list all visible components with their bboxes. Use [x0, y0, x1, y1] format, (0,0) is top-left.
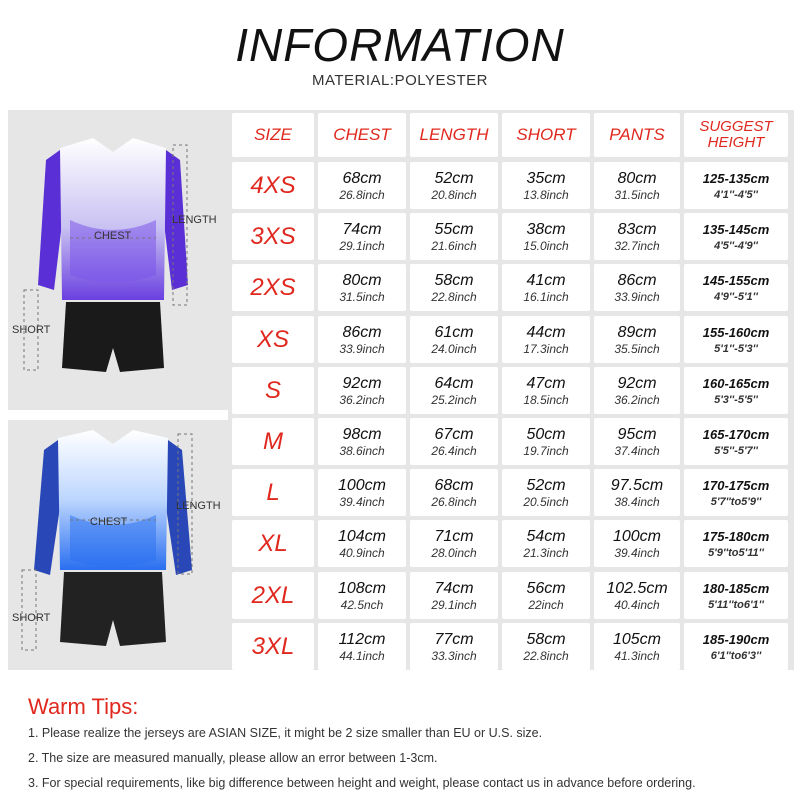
pants-cell: [594, 418, 680, 465]
chest-cm-value: 92cm: [342, 374, 382, 392]
length-cell: [410, 418, 498, 465]
pants-cm-value: 105cm: [612, 630, 662, 648]
short-inch-value: 22.8inch: [523, 648, 569, 663]
length-inch-value: 22.8inch: [431, 289, 477, 304]
chest-label: CHEST: [94, 230, 132, 242]
header-label: HEIGHT: [707, 134, 765, 151]
short-inch-value: 20.5inch: [523, 494, 569, 509]
chest-cell: [318, 418, 406, 465]
length-cm-value: 74cm: [434, 579, 474, 597]
height-inch-value: 5'5''-5'7'': [714, 444, 758, 457]
pants-cell: [594, 316, 680, 363]
chest-inch-value: 42.5nch: [340, 597, 384, 612]
pants-inch-value: 37.4inch: [614, 443, 660, 458]
length-cm-value: 71cm: [434, 527, 474, 545]
short-cm-value: 56cm: [526, 579, 566, 597]
height-inch-value: 5'1''-5'3'': [714, 342, 758, 355]
height-cm-value: 125-135cm: [702, 170, 770, 186]
short-cm-value: 41cm: [526, 271, 566, 289]
short-inch-value: 22inch: [528, 597, 564, 612]
chest-inch-value: 29.1inch: [339, 238, 385, 253]
chest-cell: [318, 572, 406, 619]
length-label: LENGTH: [176, 500, 221, 512]
header-label: SHORT: [516, 125, 576, 144]
pants-cell: [594, 623, 680, 670]
length-cell: [410, 162, 498, 209]
pants-cell: [594, 367, 680, 414]
size-cell: [232, 572, 314, 619]
chest-inch-value: 39.4inch: [339, 494, 385, 509]
short-cell: [502, 469, 590, 516]
short-cell: [502, 213, 590, 260]
chest-cm-value: 100cm: [337, 476, 387, 494]
size-cell: [232, 520, 314, 567]
pants-inch-value: 41.3inch: [614, 648, 660, 663]
chest-cm-value: 86cm: [342, 323, 382, 341]
chest-inch-value: 40.9inch: [339, 545, 385, 560]
short-inch-value: 15.0inch: [523, 238, 569, 253]
header-label: PANTS: [609, 125, 665, 144]
chest-cm-value: 68cm: [342, 169, 382, 187]
pants-cm-value: 80cm: [617, 169, 657, 187]
short-cm-value: 52cm: [526, 476, 566, 494]
height-cell: [684, 316, 788, 363]
short-cm-value: 38cm: [526, 220, 566, 238]
length-cm-value: 67cm: [434, 425, 474, 443]
short-inch-value: 19.7inch: [523, 443, 569, 458]
height-cell: [684, 367, 788, 414]
length-inch-value: 25.2inch: [431, 392, 477, 407]
pants-cell: [594, 572, 680, 619]
height-cell: [684, 162, 788, 209]
page-title: INFORMATION: [235, 19, 565, 71]
chest-label: CHEST: [90, 516, 128, 528]
length-inch-value: 29.1inch: [431, 597, 477, 612]
chest-cell: [318, 316, 406, 363]
size-label: L: [266, 478, 280, 506]
header-label: LENGTH: [419, 125, 489, 144]
length-inch-value: 26.4inch: [431, 443, 477, 458]
length-cm-value: 55cm: [434, 220, 474, 238]
height-cm-value: 185-190cm: [702, 631, 770, 647]
length-inch-value: 24.0inch: [431, 341, 477, 356]
pants-cm-value: 97.5cm: [610, 476, 664, 494]
height-cell: [684, 520, 788, 567]
page-subtitle: MATERIAL:POLYESTER: [312, 72, 488, 89]
chest-cell: [318, 367, 406, 414]
height-cell: [684, 572, 788, 619]
chest-cm-value: 112cm: [338, 630, 386, 648]
height-inch-value: 6'1''to6'3'': [710, 649, 762, 662]
size-cell: [232, 469, 314, 516]
length-cell: [410, 520, 498, 567]
short-cell: [502, 367, 590, 414]
warm-tips-title: Warm Tips:: [28, 694, 139, 719]
short-cm-value: 44cm: [526, 323, 566, 341]
size-label: 2XL: [251, 581, 295, 609]
pants-inch-value: 32.7inch: [614, 238, 660, 253]
pants-cm-value: 102.5cm: [606, 579, 668, 597]
short-inch-value: 18.5inch: [523, 392, 569, 407]
header-label: CHEST: [333, 125, 391, 144]
height-cm-value: 155-160cm: [702, 324, 770, 340]
short-cell: [502, 572, 590, 619]
chest-cm-value: 104cm: [337, 527, 387, 545]
size-cell: [232, 213, 314, 260]
pants-inch-value: 36.2inch: [614, 392, 660, 407]
height-cell: [684, 418, 788, 465]
tip-item: 2. The size are measured manually, please allow an error between 1-3cm.: [28, 751, 438, 765]
pants-inch-value: 40.4inch: [614, 597, 660, 612]
size-cell: [232, 623, 314, 670]
height-cm-value: 165-170cm: [702, 426, 770, 442]
height-inch-value: 4'1''-4'5'': [714, 188, 758, 201]
pants-inch-value: 31.5inch: [614, 187, 660, 202]
pants-cell: [594, 520, 680, 567]
goalkeeper-kit-illustration-bottom: [8, 420, 228, 670]
chest-inch-value: 33.9inch: [339, 341, 385, 356]
height-cm-value: 180-185cm: [702, 580, 770, 596]
pants-cm-value: 86cm: [617, 271, 657, 289]
tip-item: 1. Please realize the jerseys are ASIAN SIZE, it might be 2 size smaller than EU or U.S. size.: [28, 726, 543, 740]
short-cm-value: 54cm: [526, 527, 566, 545]
header-cell: [594, 113, 680, 157]
header-cell: [684, 113, 788, 157]
length-cm-value: 64cm: [434, 374, 474, 392]
short-cell: [502, 520, 590, 567]
size-cell: [232, 418, 314, 465]
height-cell: [684, 623, 788, 670]
height-cm-value: 175-180cm: [702, 528, 770, 544]
short-inch-value: 16.1inch: [523, 289, 569, 304]
height-cm-value: 145-155cm: [702, 272, 770, 288]
tip-item: 3. For special requirements, like big difference between height and weight, please contact us in advance before ordering.: [28, 776, 696, 790]
short-cm-value: 35cm: [526, 169, 566, 187]
short-cell: [502, 264, 590, 311]
height-cell: [684, 469, 788, 516]
length-cell: [410, 213, 498, 260]
short-label: SHORT: [12, 612, 51, 624]
size-label: 2XS: [250, 273, 296, 301]
chest-cm-value: 74cm: [342, 220, 382, 238]
size-label: S: [264, 376, 281, 404]
chest-cell: [318, 213, 406, 260]
height-inch-value: 4'9''-5'1'': [714, 290, 758, 303]
length-cell: [410, 367, 498, 414]
length-cm-value: 68cm: [434, 476, 474, 494]
size-cell: [232, 162, 314, 209]
length-cm-value: 61cm: [434, 323, 474, 341]
chest-cell: [318, 469, 406, 516]
length-cell: [410, 572, 498, 619]
figure-panel-top: [8, 110, 228, 410]
short-cell: [502, 162, 590, 209]
height-cm-value: 160-165cm: [702, 375, 770, 391]
short-inch-value: 21.3inch: [523, 545, 569, 560]
pants-inch-value: 35.5inch: [614, 341, 660, 356]
length-cell: [410, 264, 498, 311]
chest-inch-value: 26.8inch: [339, 187, 385, 202]
short-inch-value: 13.8inch: [523, 187, 569, 202]
chest-cell: [318, 162, 406, 209]
pants-cm-value: 89cm: [617, 323, 657, 341]
short-cm-value: 58cm: [526, 630, 566, 648]
goalkeeper-kit-illustration-top: [8, 110, 228, 410]
short-cm-value: 47cm: [526, 374, 566, 392]
length-cm-value: 77cm: [434, 630, 474, 648]
chest-cm-value: 98cm: [342, 425, 382, 443]
height-cm-value: 135-145cm: [702, 221, 770, 237]
size-label: XL: [258, 529, 288, 557]
length-inch-value: 33.3inch: [431, 648, 477, 663]
length-inch-value: 26.8inch: [431, 494, 477, 509]
length-cm-value: 52cm: [434, 169, 474, 187]
chest-inch-value: 44.1inch: [339, 648, 385, 663]
size-label: M: [263, 427, 283, 455]
header-cell: [318, 113, 406, 157]
pants-inch-value: 38.4inch: [614, 494, 660, 509]
short-label: SHORT: [12, 324, 51, 336]
pants-cm-value: 92cm: [617, 374, 657, 392]
chest-cm-value: 80cm: [342, 271, 382, 289]
header-cell: [502, 113, 590, 157]
size-cell: [232, 367, 314, 414]
pants-cm-value: 95cm: [617, 425, 657, 443]
height-cm-value: 170-175cm: [702, 477, 770, 493]
pants-inch-value: 33.9inch: [614, 289, 660, 304]
chest-cell: [318, 520, 406, 567]
pants-cell: [594, 162, 680, 209]
length-label: LENGTH: [172, 214, 217, 226]
length-cell: [410, 623, 498, 670]
height-cell: [684, 264, 788, 311]
height-inch-value: 4'5''-4'9'': [714, 239, 758, 252]
height-inch-value: 5'3''-5'5'': [714, 393, 758, 406]
height-inch-value: 5'9''to5'11'': [708, 546, 764, 559]
header-label: SIZE: [254, 125, 292, 144]
size-label: XS: [256, 325, 289, 353]
pants-cell: [594, 213, 680, 260]
figure-panel-bottom: [8, 420, 228, 670]
height-cell: [684, 213, 788, 260]
size-label: 4XS: [250, 171, 296, 199]
length-cell: [410, 469, 498, 516]
size-cell: [232, 264, 314, 311]
chest-inch-value: 31.5inch: [339, 289, 385, 304]
header-cell: [232, 113, 314, 157]
chest-inch-value: 36.2inch: [339, 392, 385, 407]
length-cm-value: 58cm: [434, 271, 474, 289]
short-cell: [502, 418, 590, 465]
pants-cell: [594, 264, 680, 311]
size-chart-table: [228, 110, 794, 670]
size-label: 3XS: [250, 222, 296, 250]
chest-cell: [318, 264, 406, 311]
chest-cm-value: 108cm: [337, 579, 387, 597]
height-inch-value: 5'11''to6'1'': [708, 598, 764, 611]
short-cm-value: 50cm: [526, 425, 566, 443]
pants-cm-value: 100cm: [612, 527, 662, 545]
short-inch-value: 17.3inch: [523, 341, 569, 356]
length-cell: [410, 316, 498, 363]
short-cell: [502, 316, 590, 363]
pants-cm-value: 83cm: [617, 220, 657, 238]
length-inch-value: 20.8inch: [431, 187, 477, 202]
length-inch-value: 21.6inch: [431, 238, 477, 253]
short-cell: [502, 623, 590, 670]
chest-cell: [318, 623, 406, 670]
header-cell: [410, 113, 498, 157]
header-label: SUGGEST: [699, 118, 773, 135]
length-inch-value: 28.0inch: [431, 545, 477, 560]
size-cell: [232, 316, 314, 363]
chest-inch-value: 38.6inch: [339, 443, 385, 458]
height-inch-value: 5'7''to5'9'': [710, 495, 762, 508]
pants-inch-value: 39.4inch: [614, 545, 660, 560]
size-label: 3XL: [251, 632, 295, 660]
pants-cell: [594, 469, 680, 516]
